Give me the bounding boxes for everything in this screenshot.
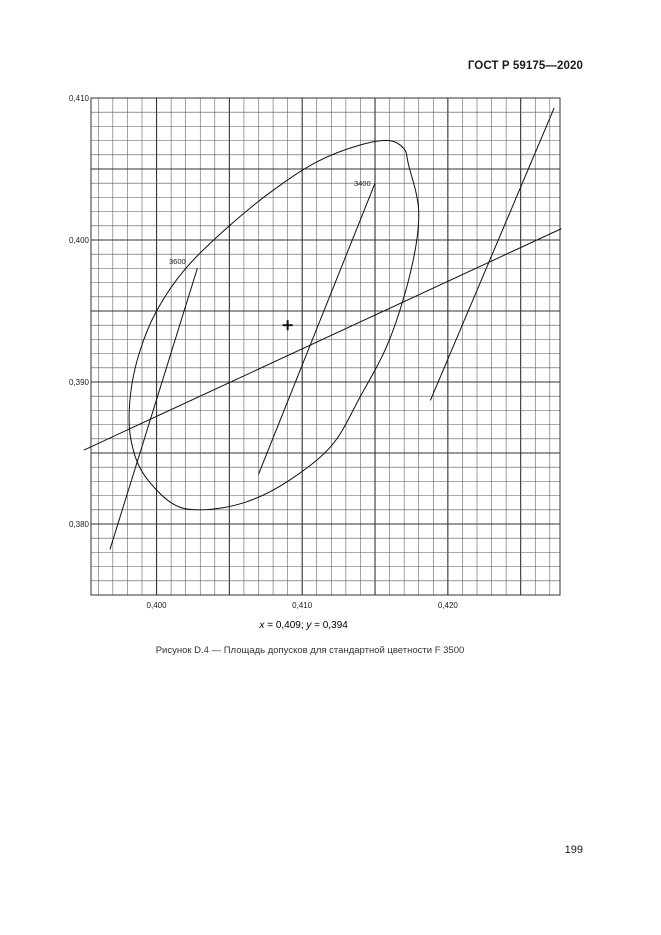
center-point-marker bbox=[283, 320, 293, 330]
x-axis-label bbox=[258, 620, 348, 631]
y-tick-label: 0,380 bbox=[68, 520, 89, 529]
document-id: ГОСТ Р 59175—2020 bbox=[467, 60, 583, 72]
line-label-3400: 3400 bbox=[353, 179, 371, 189]
x-variable: x bbox=[259, 620, 265, 631]
x-tick-label: 0,400 bbox=[146, 601, 167, 610]
x-tick-label: 0,420 bbox=[437, 601, 458, 610]
y-axis-tick-labels bbox=[69, 94, 90, 529]
x-tick-label: 0,410 bbox=[292, 601, 313, 610]
plot-frame bbox=[91, 98, 560, 595]
grid-lines bbox=[91, 98, 560, 595]
y-tick-label: 0,410 bbox=[68, 94, 89, 103]
line-label-3600: 3600 bbox=[168, 257, 186, 267]
page-number: 199 bbox=[564, 844, 583, 856]
y-tick-label: 0,400 bbox=[68, 236, 89, 245]
y-variable: y bbox=[306, 620, 312, 631]
chart-series bbox=[84, 108, 562, 550]
x-value: = 0,409; bbox=[264, 620, 307, 631]
x-axis-tick-labels bbox=[147, 601, 459, 610]
y-tick-label: 0,390 bbox=[68, 378, 89, 387]
figure-caption: Рисунок D.4 — Площадь допусков для стандартной цветности F 3500 bbox=[155, 645, 465, 656]
y-value: = 0,394 bbox=[311, 620, 348, 631]
